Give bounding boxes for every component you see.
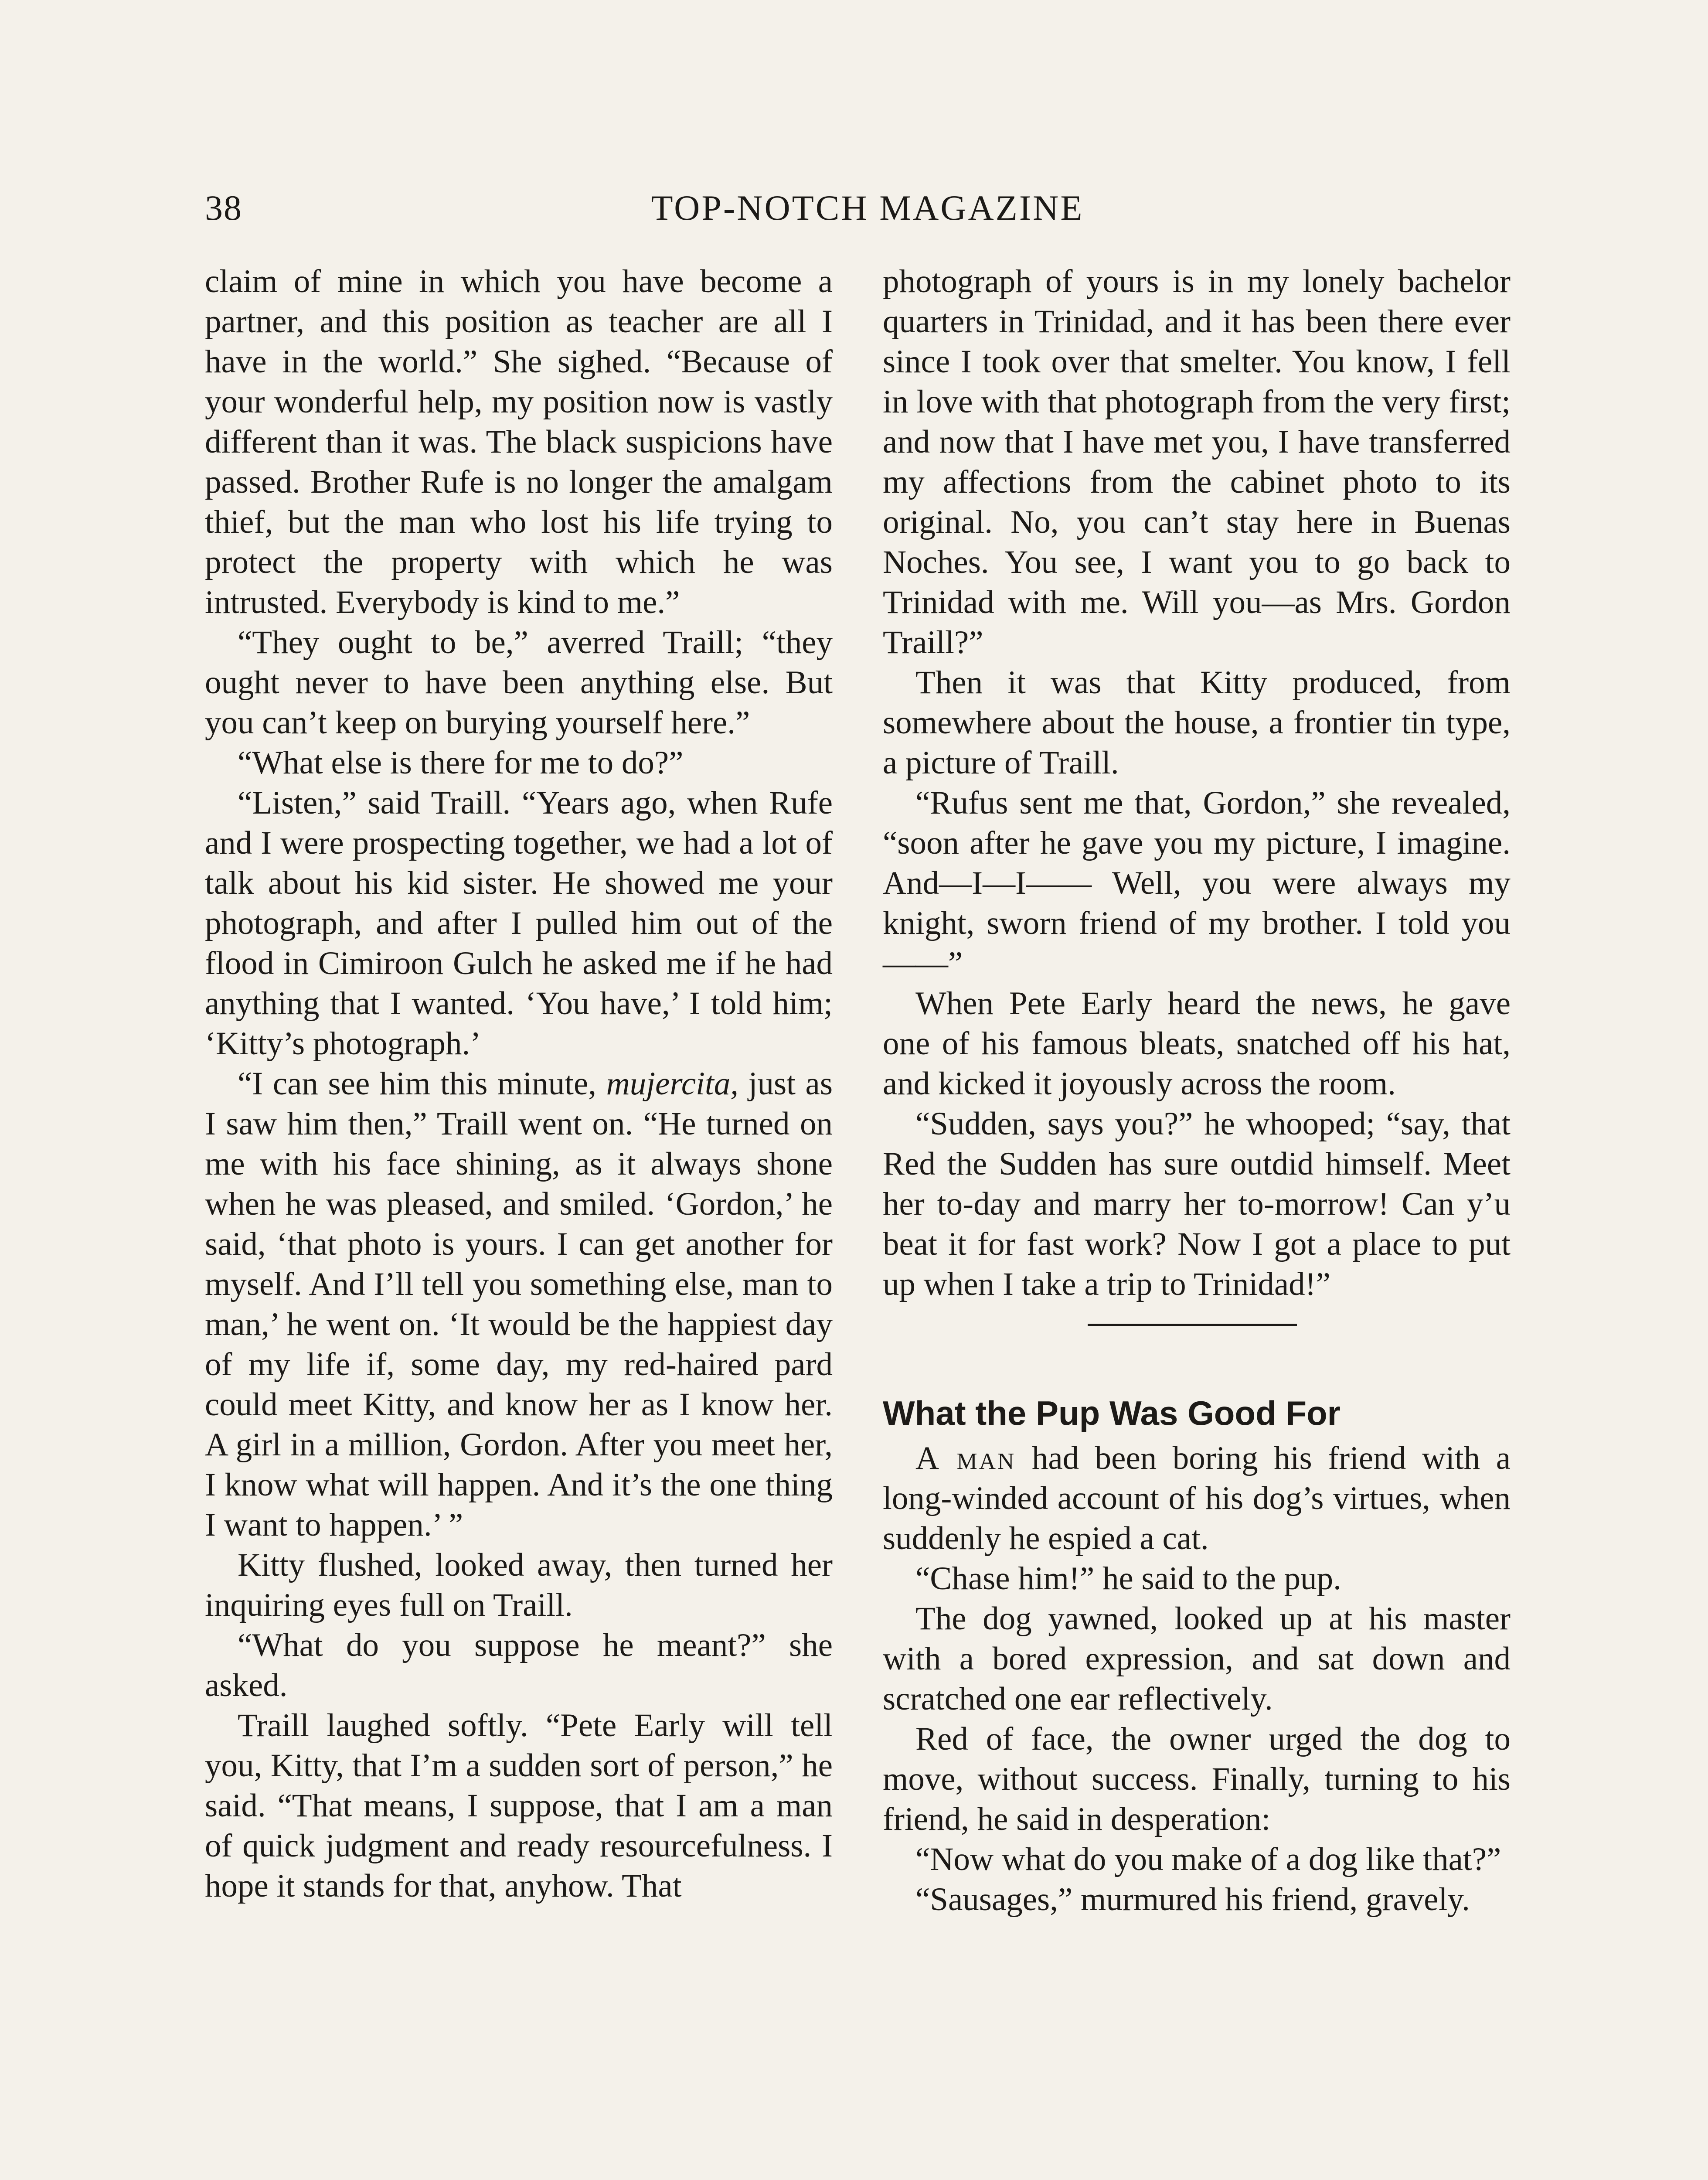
paragraph: Kitty flushed, looked away, then turned her inquiring eyes full on Traill. [205,1547,833,1623]
paragraph-text: just as I saw him then,” Traill went on. “He turned on me with his face shining, as it always shone when he was pleased, and smiled. ‘Gordon,’ he said, ‘that photo is yours. I can get another for myself. And I’ll tell you something else, man to man,’ he went on. ‘It would be the happiest day of my life if, some day, my red-haired pard could meet Kitty, and know her as I know her. A girl in a million, Gordon. After you meet her, I know what will happen. And it’s the one thing I want to happen.’ ” [205,1066,833,1543]
left-column [205,262,833,1906]
paragraph: “What else is there for me to do?” [238,745,684,781]
paragraph: “Listen,” said Traill. “Years ago, when Rufe and I were prospecting together, we had a lot of talk about his kid sister. He showed me your photograph, and after I pulled him out of the flood in Cimiroon Gulch he asked me if he had anything that I wanted. ‘You have,’ I told him; ‘Kitty’s photograph.’ [205,785,833,1062]
paragraph: Traill laughed softly. “Pete Early will tell you, Kitty, that I’m a sudden sort of person,” he said. “That means, I suppose, that I am a man of quick judgment and ready resourcefulness. I hope it stands for that, anyhow. That [205,1707,833,1904]
paragraph: photograph of yours is in my lonely bachelor quarters in Trinidad, and it has been there ever since I took over that smelter. You know, I fell in love with that photograph from the very first; and now that I have met you, I have transferred my affections from the cabinet photo to its original. No, you can’t stay here in Buenas Noches. You see, I want you to go back to Trinidad with me. Will you—as Mrs. Gordon Traill?” [883,263,1511,661]
paragraph: “What do you suppose he meant?” she asked. [205,1627,833,1703]
paragraph-text: “I can see him this minute, [238,1066,597,1102]
paragraph: The dog yawned, looked up at his master with a bored expression, and sat down and scratched one ear reflectively. [883,1601,1511,1717]
italic-word: mujercita, [606,1066,739,1102]
paragraph: “Rufus sent me that, Gordon,” she revealed, “soon after he gave you my picture, I imagine. And—I—I—— Well, you were always my knight, sworn friend of my brother. I told you——” [883,785,1511,981]
article-title: What the Pup Was Good For [883,1394,1341,1432]
paragraph: Red of face, the owner urged the dog to move, without success. Finally, turning to his friend, he said in desperation: [883,1721,1511,1837]
paragraph [205,1064,833,1545]
paragraph: “Chase him!” he said to the pup. [915,1560,1341,1597]
paragraph: Then it was that Kitty produced, from somewhere about the house, a frontier tin type, a picture of Traill. [883,664,1511,781]
paragraph [883,1438,1511,1559]
paragraph: “Sudden, says you?” he whooped; “say, that Red the Sudden has sure outdid himself. Meet her to-day and marry her to-morrow! Can y’u beat it for fast work? Now I got a place to put up when I take a trip to Trinidad!” [883,1106,1511,1302]
paragraph: “They ought to be,” averred Traill; “they ought never to have been anything else. But you can’t keep on burying yourself here.” [205,624,833,741]
page-number: 38 [205,188,242,228]
paragraph: claim of mine in which you have become a partner, and this position as teacher are all I have in the world.” She sighed. “Because of your wonderful help, my position now is vastly different than it was. The black suspicions have passed. Brother Rufe is no longer the amalgam thief, but the man who lost his life trying to protect the property with which he was intrusted. Everybody is kind to me.” [205,263,833,620]
paragraph: “Sausages,” murmured his friend, gravely. [915,1881,1470,1918]
paragraph: “Now what do you make of a dog like that?” [915,1841,1501,1877]
paragraph: When Pete Early heard the news, he gave one of his famous bleats, snatched off his hat, and kicked it joyously across the room. [883,985,1511,1102]
right-column [883,262,1511,1920]
running-head: TOP-NOTCH MAGAZINE [651,188,1084,228]
paragraph-text: had been boring his friend with a long-winded account of his dog’s virtues, when suddenly he espied a cat. [883,1440,1511,1557]
page-header [205,187,1530,244]
lead-smallcaps: A man [915,1440,1016,1476]
section-divider [1088,1324,1297,1326]
